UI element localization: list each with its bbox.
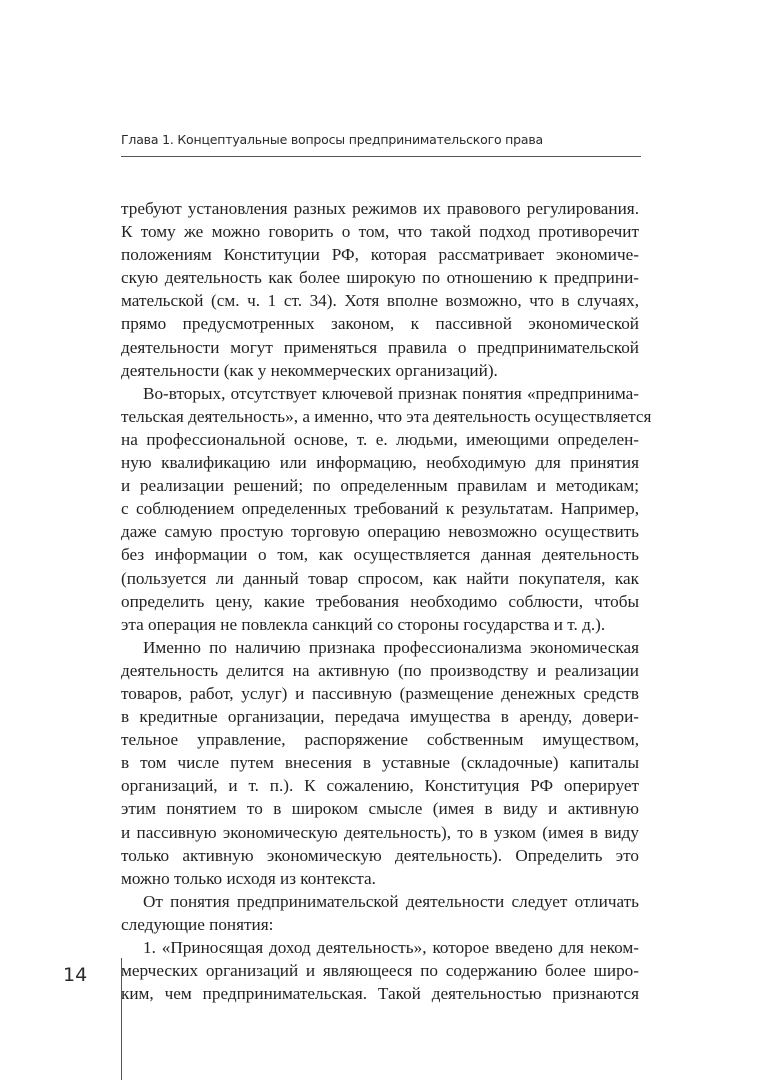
text-line: мерческих организаций и являющееся по содержанию более широ- (121, 961, 639, 981)
text-line: К тому же можно говорить о том, что такой подход противоречит (121, 222, 639, 242)
text-line: (пользуется ли данный товар спросом, как найти покупателя, как (121, 568, 639, 588)
text-line: можно только исходя из контекста. (121, 868, 376, 888)
text-line: товаров, работ, услуг) и пассивную (размещение денежных средств (121, 683, 639, 703)
text-line: только активную экономическую деятельность). Определить это (121, 845, 639, 865)
text-line: 1. «Приносящая доход деятельность», которое введено для неком- (143, 938, 639, 957)
text-line: требуют установления разных режимов их правового регулирования. (121, 199, 639, 218)
text-line: следующие понятия: (121, 914, 274, 934)
text-line: в кредитные организации, передача имущества в аренду, довери- (121, 707, 639, 727)
text-line: определить цену, какие требования необходимо соблюсти, чтобы (121, 591, 639, 611)
text-line: тельская деятельность», а именно, что эта деятельность осуществляется (121, 406, 652, 426)
text-line: тельное управление, распоряжение собственным имуществом, (121, 730, 639, 750)
page-number: 14 (63, 964, 88, 986)
text-line: в том числе путем внесения в уставные (складочные) капиталы (121, 753, 639, 773)
text-line: деятельности могут применяться правила о предпринимательской (121, 337, 639, 357)
text-line: ную квалификацию или информацию, необходимую для принятия (121, 453, 639, 473)
body-text (121, 197, 652, 1005)
text-line: на профессиональной основе, т. е. людьми, имеющими определен- (121, 429, 639, 449)
text-line: мательской (см. ч. 1 ст. 34). Хотя вполне возможно, что в случаях, (121, 291, 639, 311)
text-line: Во-вторых, отсутствует ключевой признак понятия «предпринима- (143, 383, 639, 403)
text-line: и пассивную экономическую деятельность), то в узком (имея в виду (121, 822, 639, 842)
text-line: с соблюдением определенных требований к результатам. Например, (121, 499, 639, 519)
text-line: От понятия предпринимательской деятельности следует отличать (143, 891, 639, 911)
margin-rule (121, 958, 122, 1080)
text-line: без информации о том, как осуществляется данная деятельность (121, 545, 639, 565)
text-line: и реализации решений; по определенным правилам и методикам; (121, 476, 639, 496)
text-line: организаций, и т. п.). К сожалению, Конституция РФ оперирует (121, 776, 639, 796)
text-line: скую деятельность как более широкую по отношению к предприни- (121, 268, 639, 288)
text-line: прямо предусмотренных законом, к пассивной экономической (121, 314, 639, 334)
text-line: ким, чем предпринимательская. Такой деятельностью признаются (121, 984, 639, 1004)
text-line: деятельности (как у некоммерческих организаций). (121, 360, 498, 380)
running-head: Глава 1. Концептуальные вопросы предпринимательского права (121, 132, 543, 147)
text-line: этим понятием то в широком смысле (имея в виду и активную (121, 799, 639, 819)
text-line: положениям Конституции РФ, которая рассматривает экономиче- (121, 245, 639, 265)
text-line: эта операция не повлекла санкций со стороны государства и т. д.). (121, 614, 606, 634)
text-line: Именно по наличию признака профессионализма экономическая (143, 637, 639, 657)
text-line: даже самую простую торговую операцию невозможно осуществить (121, 522, 639, 542)
header-rule (121, 156, 641, 157)
text-line: деятельность делится на активную (по производству и реализации (121, 660, 639, 680)
